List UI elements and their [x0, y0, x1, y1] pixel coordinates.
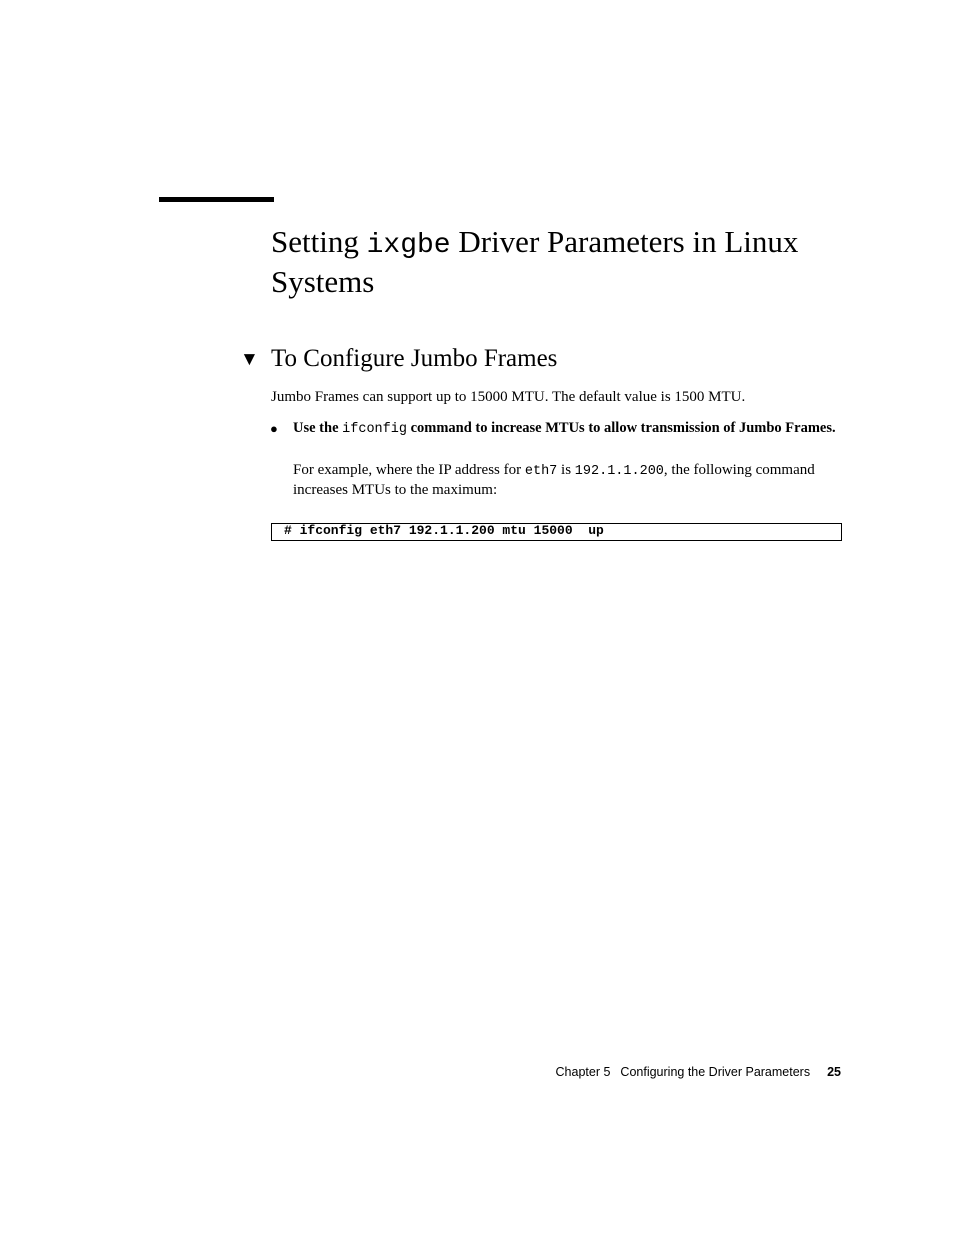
heading-text-2: Driver Parameters in Linux Systems: [271, 224, 799, 299]
step-text-2: command to increase MTUs to allow transmission of Jumbo Frames.: [406, 420, 836, 436]
step-code: ifconfig: [342, 422, 407, 437]
heading-code: ixgbe: [366, 230, 451, 261]
page-number: 25: [827, 1065, 841, 1079]
example-text-2: is: [557, 462, 575, 478]
example-text-3: , the following command increases MTUs to the maximum:: [293, 462, 815, 498]
code-block: [271, 523, 842, 541]
procedure-title: To Configure Jumbo Frames: [271, 345, 558, 372]
step-bullet-icon: ●: [270, 421, 278, 436]
code-line: # ifconfig eth7 192.1.1.200 mtu 15000 up: [284, 523, 604, 538]
procedure-triangle-icon: ▼: [240, 349, 259, 370]
page-footer: [556, 1064, 841, 1080]
example-code-1: eth7: [524, 464, 558, 479]
example-paragraph: [293, 461, 841, 499]
step-text-1: Use the: [293, 420, 343, 436]
example-text-1: For example, where the IP address for: [293, 462, 525, 478]
footer-chapter: Chapter 5: [555, 1065, 611, 1079]
example-code-2: 192.1.1.200: [574, 464, 664, 479]
footer-section: Configuring the Driver Parameters: [620, 1065, 811, 1079]
step-instruction: [293, 419, 841, 439]
heading-text-1: Setting: [271, 224, 367, 259]
chapter-rule: [159, 197, 274, 202]
chapter-heading: [271, 224, 831, 300]
intro-paragraph: Jumbo Frames can support up to 15000 MTU. The default value is 1500 MTU.: [271, 389, 746, 405]
